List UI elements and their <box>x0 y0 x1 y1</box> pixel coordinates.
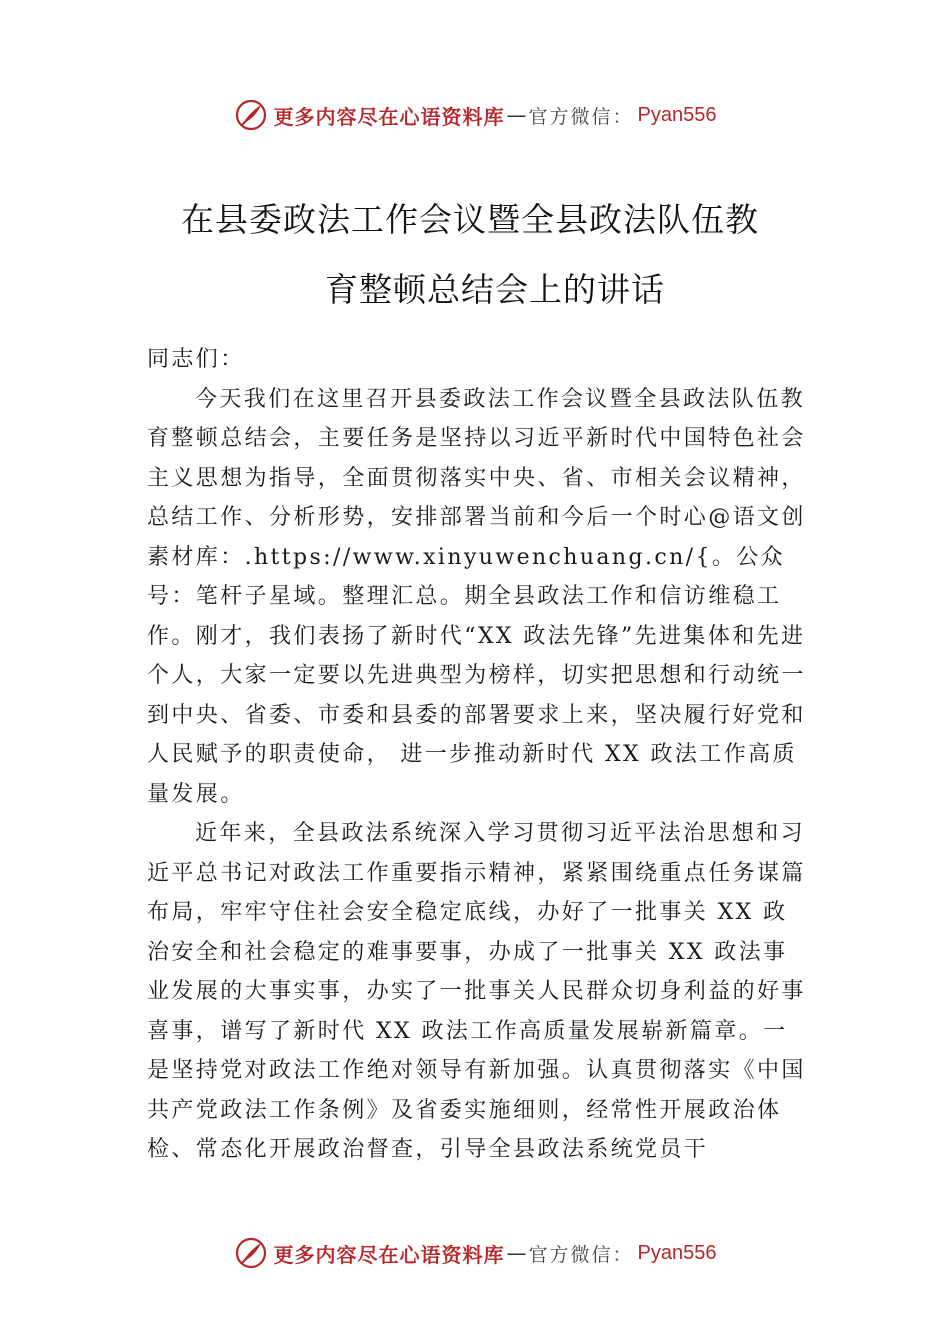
quill-seal-logo-icon <box>234 1236 268 1270</box>
banner-wechat-label: 官方微信： <box>528 1243 634 1266</box>
banner-wechat-label: 官方微信： <box>528 105 634 128</box>
banner-promo-text: 更多内容尽在心语资料库 <box>273 104 505 129</box>
quill-seal-logo-icon <box>234 98 268 132</box>
banner-wechat-id: Pyan556 <box>637 103 717 126</box>
banner-separator: — <box>506 103 527 127</box>
title-line-2: 育整顿总结会上的讲话 <box>325 270 665 309</box>
banner-separator: — <box>506 1241 527 1265</box>
footer-banner <box>0 1233 950 1273</box>
title-line-1: 在县委政法工作会议暨全县政法队伍教 <box>181 200 759 239</box>
paragraph-2: 近年来，全县政法系统深入学习贯彻习近平法治思想和习近平总书记对政法工作重要指示精神，紧紧围绕重点任务谋篇布局，牢牢守住社会安全稳定底线，办好了一批事关 XX 政治安全和社会稳定的难事要事，办成了一批事关 XX 政法事业发展的大事实事，办实了一批事关人民群众切身利益的好事喜事，谱写了新时代 XX 政法工作高质量发展崭新篇章。一是坚持党对政法工作绝对领导有新加强。认真贯彻落实《中国共产党政法工作条例》及省委实施细则，经常性开展政治体检、常态化开展政治督查，引导全县政法系统党员干 <box>147 821 806 1162</box>
banner-promo-text: 更多内容尽在心语资料库 <box>273 1242 505 1267</box>
document-body <box>147 340 807 1170</box>
header-banner <box>0 95 950 135</box>
paragraph-1: 今天我们在这里召开县委政法工作会议暨全县政法队伍教育整顿总结会，主要任务是坚持以习近平新时代中国特色社会主义思想为指导，全面贯彻落实中央、省、市相关会议精神，总结工作、分析形势，安排部署当前和今后一个时心@语文创素材库：.https://www.xinyuwenchuang.cn/{。公众号：笔杆子星域。整理汇总。期全县政法工作和信访维稳工作。刚才，我们表扬了新时代“XX 政法先锋”先进集体和先进个人，大家一定要以先进典型为榜样，切实把思想和行动统一到中央、省委、市委和县委的部署要求上来，坚决履行好党和人民赋予的职责使命， 进一步推动新时代 XX 政法工作高质量发展。 <box>147 386 806 807</box>
banner-wechat-id: Pyan556 <box>637 1241 717 1264</box>
document-title <box>0 185 950 325</box>
salutation: 同志们： <box>147 347 245 372</box>
